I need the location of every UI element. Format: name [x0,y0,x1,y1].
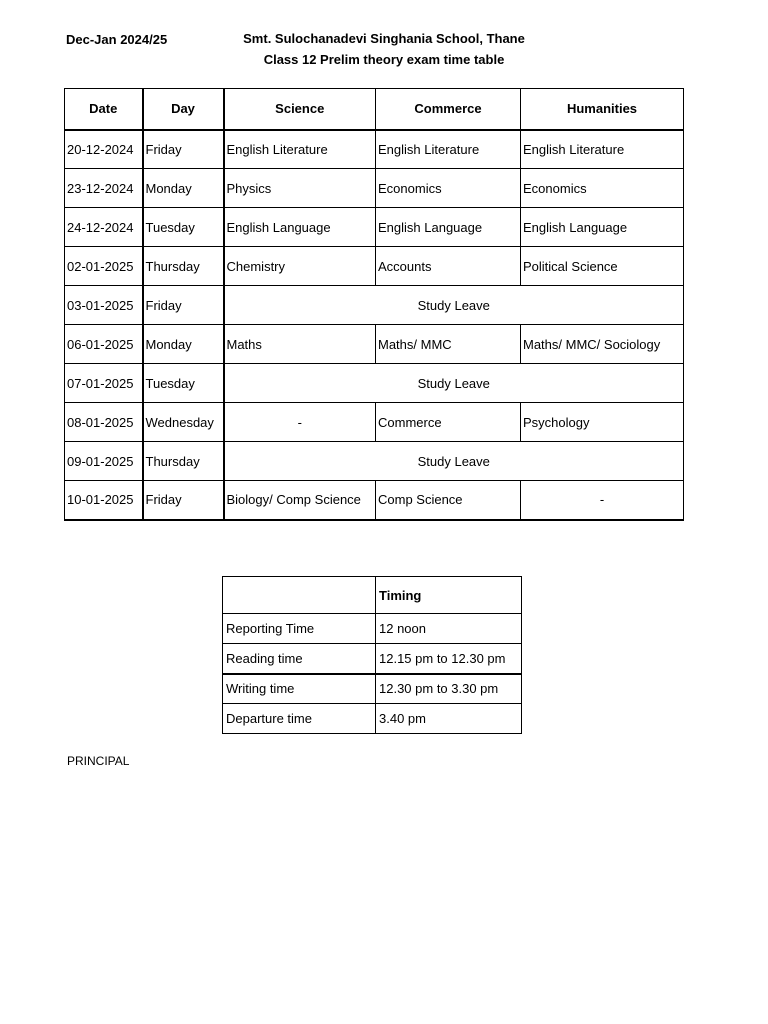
cell-study-leave: Study Leave [224,286,684,325]
cell-study-leave: Study Leave [224,364,684,403]
timing-row [223,614,522,644]
cell-date: 23-12-2024 [65,169,143,208]
cell-science: English Language [224,208,376,247]
cell-science: Biology/ Comp Science [224,481,376,520]
principal-signature-label: PRINCIPAL [67,754,130,768]
table-row [65,208,684,247]
table-row [65,247,684,286]
cell-commerce: English Language [376,208,521,247]
timing-row [223,644,522,674]
cell-day: Thursday [143,247,224,286]
cell-science: Maths [224,325,376,364]
column-header-science: Science [224,89,376,130]
cell-day: Friday [143,130,224,169]
school-name: Smt. Sulochanadevi Singhania School, Thane [243,31,525,46]
cell-date: 03-01-2025 [65,286,143,325]
timing-row [223,674,522,704]
cell-commerce: Economics [376,169,521,208]
cell-science: Chemistry [224,247,376,286]
table-row [65,481,684,520]
cell-science: Physics [224,169,376,208]
exam-timetable [64,88,684,521]
table-row [65,442,684,481]
cell-humanities: - [521,481,684,520]
timing-value: 12.30 pm to 3.30 pm [376,674,522,704]
cell-science: English Literature [224,130,376,169]
cell-commerce: Comp Science [376,481,521,520]
table-row [65,403,684,442]
table-row [65,286,684,325]
cell-day: Monday [143,325,224,364]
cell-date: 08-01-2025 [65,403,143,442]
cell-humanities: English Language [521,208,684,247]
timing-label: Departure time [223,704,376,734]
table-row [65,169,684,208]
timetable-title: Class 12 Prelim theory exam time table [263,52,505,67]
cell-humanities: English Literature [521,130,684,169]
cell-day: Thursday [143,442,224,481]
cell-date: 24-12-2024 [65,208,143,247]
timing-row [223,704,522,734]
cell-date: 07-01-2025 [65,364,143,403]
column-header-humanities: Humanities [521,89,684,130]
timetable-header-row [65,89,684,130]
timing-label: Reading time [223,644,376,674]
cell-day: Tuesday [143,208,224,247]
table-row [65,364,684,403]
cell-commerce: Maths/ MMC [376,325,521,364]
cell-humanities: Economics [521,169,684,208]
timing-header-blank [223,577,376,614]
timing-value: 3.40 pm [376,704,522,734]
timing-label: Reporting Time [223,614,376,644]
cell-commerce: Commerce [376,403,521,442]
cell-date: 06-01-2025 [65,325,143,364]
table-row [65,325,684,364]
cell-date: 02-01-2025 [65,247,143,286]
timing-header: Timing [376,577,522,614]
timing-value: 12.15 pm to 12.30 pm [376,644,522,674]
cell-day: Friday [143,286,224,325]
cell-day: Friday [143,481,224,520]
cell-science: - [224,403,376,442]
cell-day: Tuesday [143,364,224,403]
column-header-day: Day [143,89,224,130]
cell-date: 09-01-2025 [65,442,143,481]
column-header-date: Date [65,89,143,130]
cell-date: 20-12-2024 [65,130,143,169]
cell-day: Wednesday [143,403,224,442]
cell-study-leave: Study Leave [224,442,684,481]
cell-humanities: Maths/ MMC/ Sociology [521,325,684,364]
table-row [65,130,684,169]
cell-humanities: Political Science [521,247,684,286]
session-label: Dec-Jan 2024/25 [66,32,168,47]
timing-table [222,576,522,734]
cell-humanities: Psychology [521,403,684,442]
timing-header-row [223,577,522,614]
cell-commerce: Accounts [376,247,521,286]
timing-value: 12 noon [376,614,522,644]
column-header-commerce: Commerce [376,89,521,130]
cell-date: 10-01-2025 [65,481,143,520]
cell-day: Monday [143,169,224,208]
cell-commerce: English Literature [376,130,521,169]
timing-label: Writing time [223,674,376,704]
